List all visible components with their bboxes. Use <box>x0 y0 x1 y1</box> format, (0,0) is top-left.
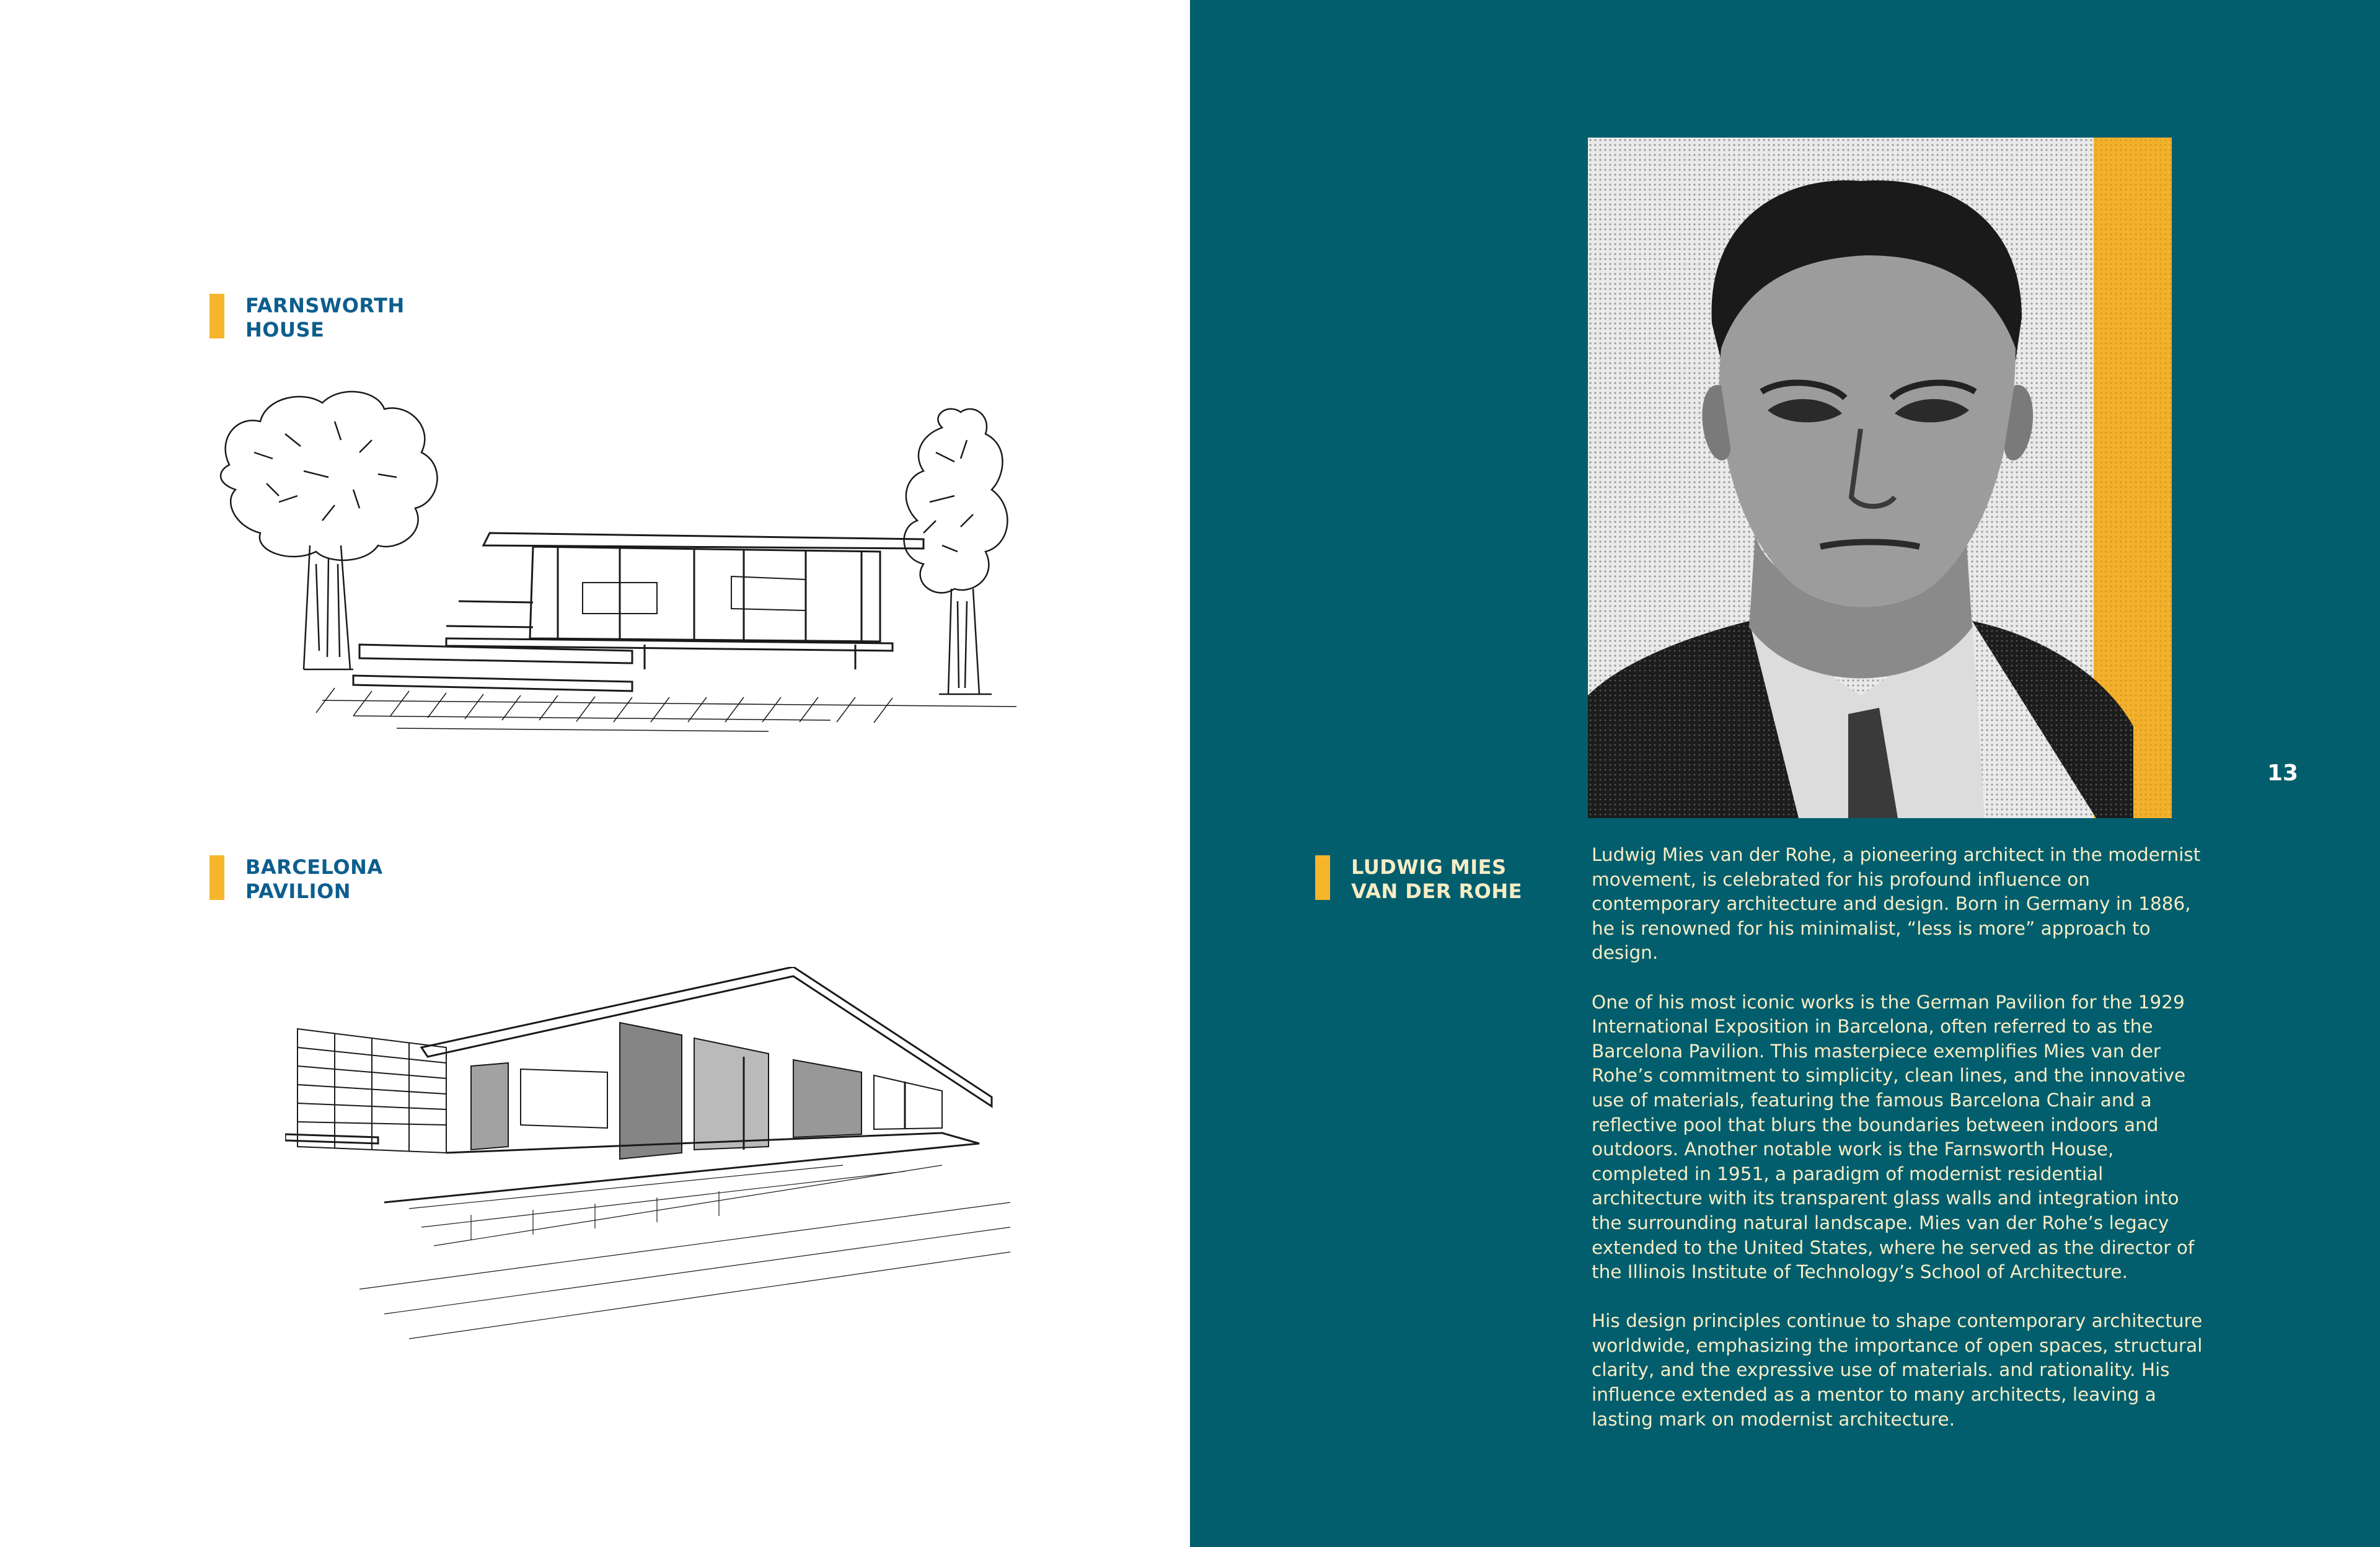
biography-heading-label <box>1315 855 1531 904</box>
portrait-illustration <box>1588 138 2172 818</box>
paragraph-1: Ludwig Mies van der Rohe, a pioneering architect in the modernist movement, is celebrated for his profound influence on contemporary architecture and design. Born in Germany in 1886, he is renowned for his minimalist, “less is more” approach to design. <box>1592 844 2201 964</box>
farnsworth-house-title: FARNSWORTH HOUSE <box>245 294 405 342</box>
marble-walls <box>471 1023 942 1159</box>
barcelona-pavilion-label <box>209 855 407 904</box>
biography-heading: LUDWIG MIES VAN DER ROHE <box>1351 855 1522 903</box>
accent-bar <box>1315 855 1330 900</box>
ground-hatching <box>316 688 1016 731</box>
paragraph-3: His design principles continue to shape contemporary architecture worldwide, emphasizing the importance of open spaces, structural clarity, and the expressive use of materials. and rationality. His influence extended as a mentor to many architects, leaving a lasting mark on modernist architecture. <box>1592 1310 2203 1430</box>
farnsworth-house-sketch <box>211 378 1066 738</box>
page-number: 13 <box>2267 760 2299 786</box>
accent-bar <box>209 294 224 338</box>
accent-bar <box>209 855 224 900</box>
paragraph-2: One of his most iconic works is the German Pavilion for the 1929 International Exposition in Barcelona, often referred to as the Barcelona Pavilion. This masterpiece exemplifies Mies van der Rohe’s commitment to simplicity, clean lines, and the innovative use of materials, featuring the famous Barcelona Chair and a reflective pool that blurs the boundaries between indoors and outdoors. Another notable work is the Farnsworth House, completed in 1951, a paradigm of modernist residential architecture with its transparent glass walls and integration into the surrounding natural landscape. Mies van der Rohe’s legacy extended to the United States, where he served as the director of the Illinois Institute of Technology’s School of Architecture. <box>1592 991 2195 1283</box>
glass-house <box>353 533 923 691</box>
barcelona-pavilion-title: BARCELONA PAVILION <box>245 855 383 903</box>
tree-left <box>221 392 437 669</box>
tree-right <box>904 409 1008 694</box>
farnsworth-house-label <box>209 294 407 342</box>
portrait-photo <box>1588 138 2172 818</box>
biography-body <box>1592 843 2211 1457</box>
pool-hatching <box>359 1165 1010 1339</box>
barcelona-pavilion-sketch <box>285 967 1016 1364</box>
